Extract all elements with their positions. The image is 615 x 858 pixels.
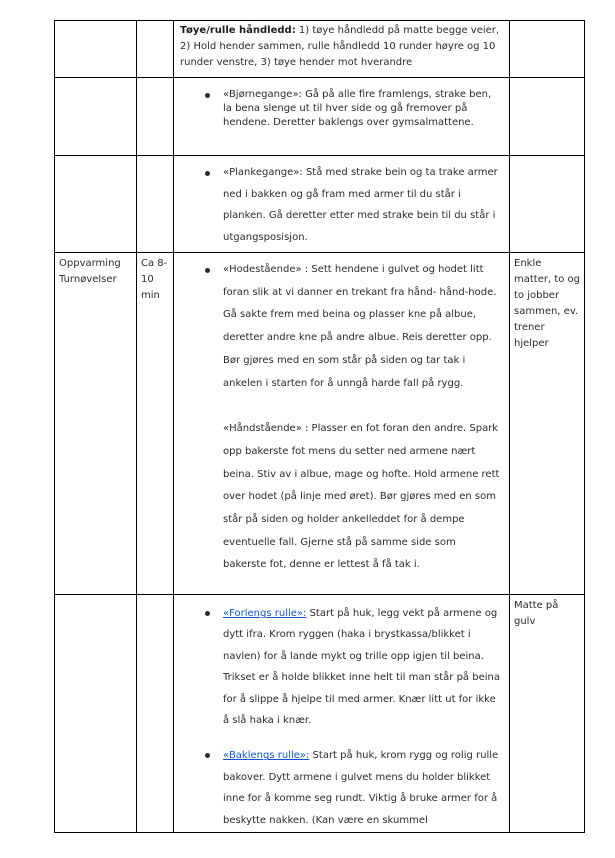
activity-cell xyxy=(55,78,137,156)
plank-walk-text: «Plankegange»: Stå med strake bein og ta trake armer ned i bakken og gå fram med armer til du står i planken. Gå deretter etter med strake bein til du står i utgangsposisjon. xyxy=(223,167,498,243)
equipment-cell xyxy=(510,253,585,595)
list-item xyxy=(174,78,509,130)
equipment-cell xyxy=(510,78,585,156)
backward-roll-link[interactable]: «Baklengs rulle»: xyxy=(223,750,310,762)
bullet-icon xyxy=(205,93,210,98)
equipment-cell xyxy=(510,595,585,833)
equipment-cell xyxy=(510,156,585,253)
wrist-stretch-text xyxy=(174,21,509,71)
equipment-label: Matte på gulv xyxy=(514,600,559,627)
duration-cell xyxy=(137,78,174,156)
handstand-text: «Håndstående» : Plasser en fot foran den andre. Spark opp bakerste fot mens du setter ned armene nært beina. Stiv av i albue, mage og hofte. Hold armene rett over hodet (på linje med øret). Bør gjøres med en som står på siden og holder ankelleddet for å dempe eventuelle fall. Gjerne stå på samme side som bakerste fot, denne er lettest å få tak i. xyxy=(223,423,500,571)
content-cell xyxy=(174,156,510,253)
duration-cell xyxy=(137,156,174,253)
bullet-icon xyxy=(205,753,210,758)
table-row xyxy=(55,253,585,595)
duration-cell xyxy=(137,253,174,595)
exercise-title: Tøye/rulle håndledd: xyxy=(180,25,296,36)
activity-cell xyxy=(55,595,137,833)
duration-label: Ca 8-10 min xyxy=(141,258,168,301)
content-cell xyxy=(174,78,510,156)
duration-cell xyxy=(137,595,174,833)
activity-cell xyxy=(55,253,137,595)
bear-walk-text: «Bjørnegange»: Gå på alle fire framlengs, strake ben, la bena slenge ut til hver side og gå fremover på hendene. Deretter baklengs over gymsalmattene. xyxy=(223,89,492,128)
content-cell xyxy=(174,253,510,595)
list-item xyxy=(174,253,509,395)
duration-cell xyxy=(137,21,174,78)
forward-roll-link[interactable]: «Forlengs rulle»: xyxy=(223,608,307,619)
headstand-text: «Hodestående» : Sett hendene i gulvet og hodet litt foran slik at vi danner en trekant fra hånd- hånd-hode. Gå sakte frem med beina og plasser kne på albue, deretter andre kne på andre albue. Reis deretter opp. Bør gjøres med en som står på siden og tar tak i ankelen i starten for å unngå harde fall på rygg. xyxy=(223,264,497,389)
bullet-icon xyxy=(205,268,210,273)
activity-cell xyxy=(55,21,137,78)
handstand-paragraph xyxy=(174,395,509,577)
table-row xyxy=(55,156,585,253)
activity-cell xyxy=(55,156,137,253)
equipment-cell xyxy=(510,21,585,78)
list-item xyxy=(174,156,509,248)
list-item xyxy=(174,595,509,731)
content-cell xyxy=(174,21,510,78)
table-row xyxy=(55,21,585,78)
activity-label: Oppvarming Turnøvelser xyxy=(59,258,121,285)
equipment-label: Enkle matter, to og to jobber sammen, ev. trener hjelper xyxy=(514,258,581,349)
table-row xyxy=(55,78,585,156)
content-cell xyxy=(174,595,510,833)
lesson-plan-table xyxy=(54,20,585,833)
table-row xyxy=(55,595,585,833)
bullet-icon xyxy=(205,171,210,176)
list-item xyxy=(174,731,509,831)
backward-roll-text: Start på huk, krom rygg og rolig rulle bakover. Dytt armene i gulvet mens du holder blikket inne for å komme seg rundt. Viktig å bruke armer for å beskytte nakken. (Kan være en skummel xyxy=(223,750,499,826)
exercise-description: 1) tøye håndledd på matte begge veier, 2) Hold hender sammen, rulle håndledd 10 runder høyre og 10 runder venstre, 3) tøye hender mot hverandre xyxy=(180,25,500,68)
forward-roll-text: Start på huk, legg vekt på armene og dytt ifra. Krom ryggen (haka i brystkassa/blikket i navlen) for å lande mykt og trille opp igjen til beina. Trikset er å holde blikket inne helt til man står på beina for å slippe å hjelpe til med armer. Knær litt ut for ikke å slå haka i knær. xyxy=(223,608,500,727)
bullet-icon xyxy=(205,611,210,616)
